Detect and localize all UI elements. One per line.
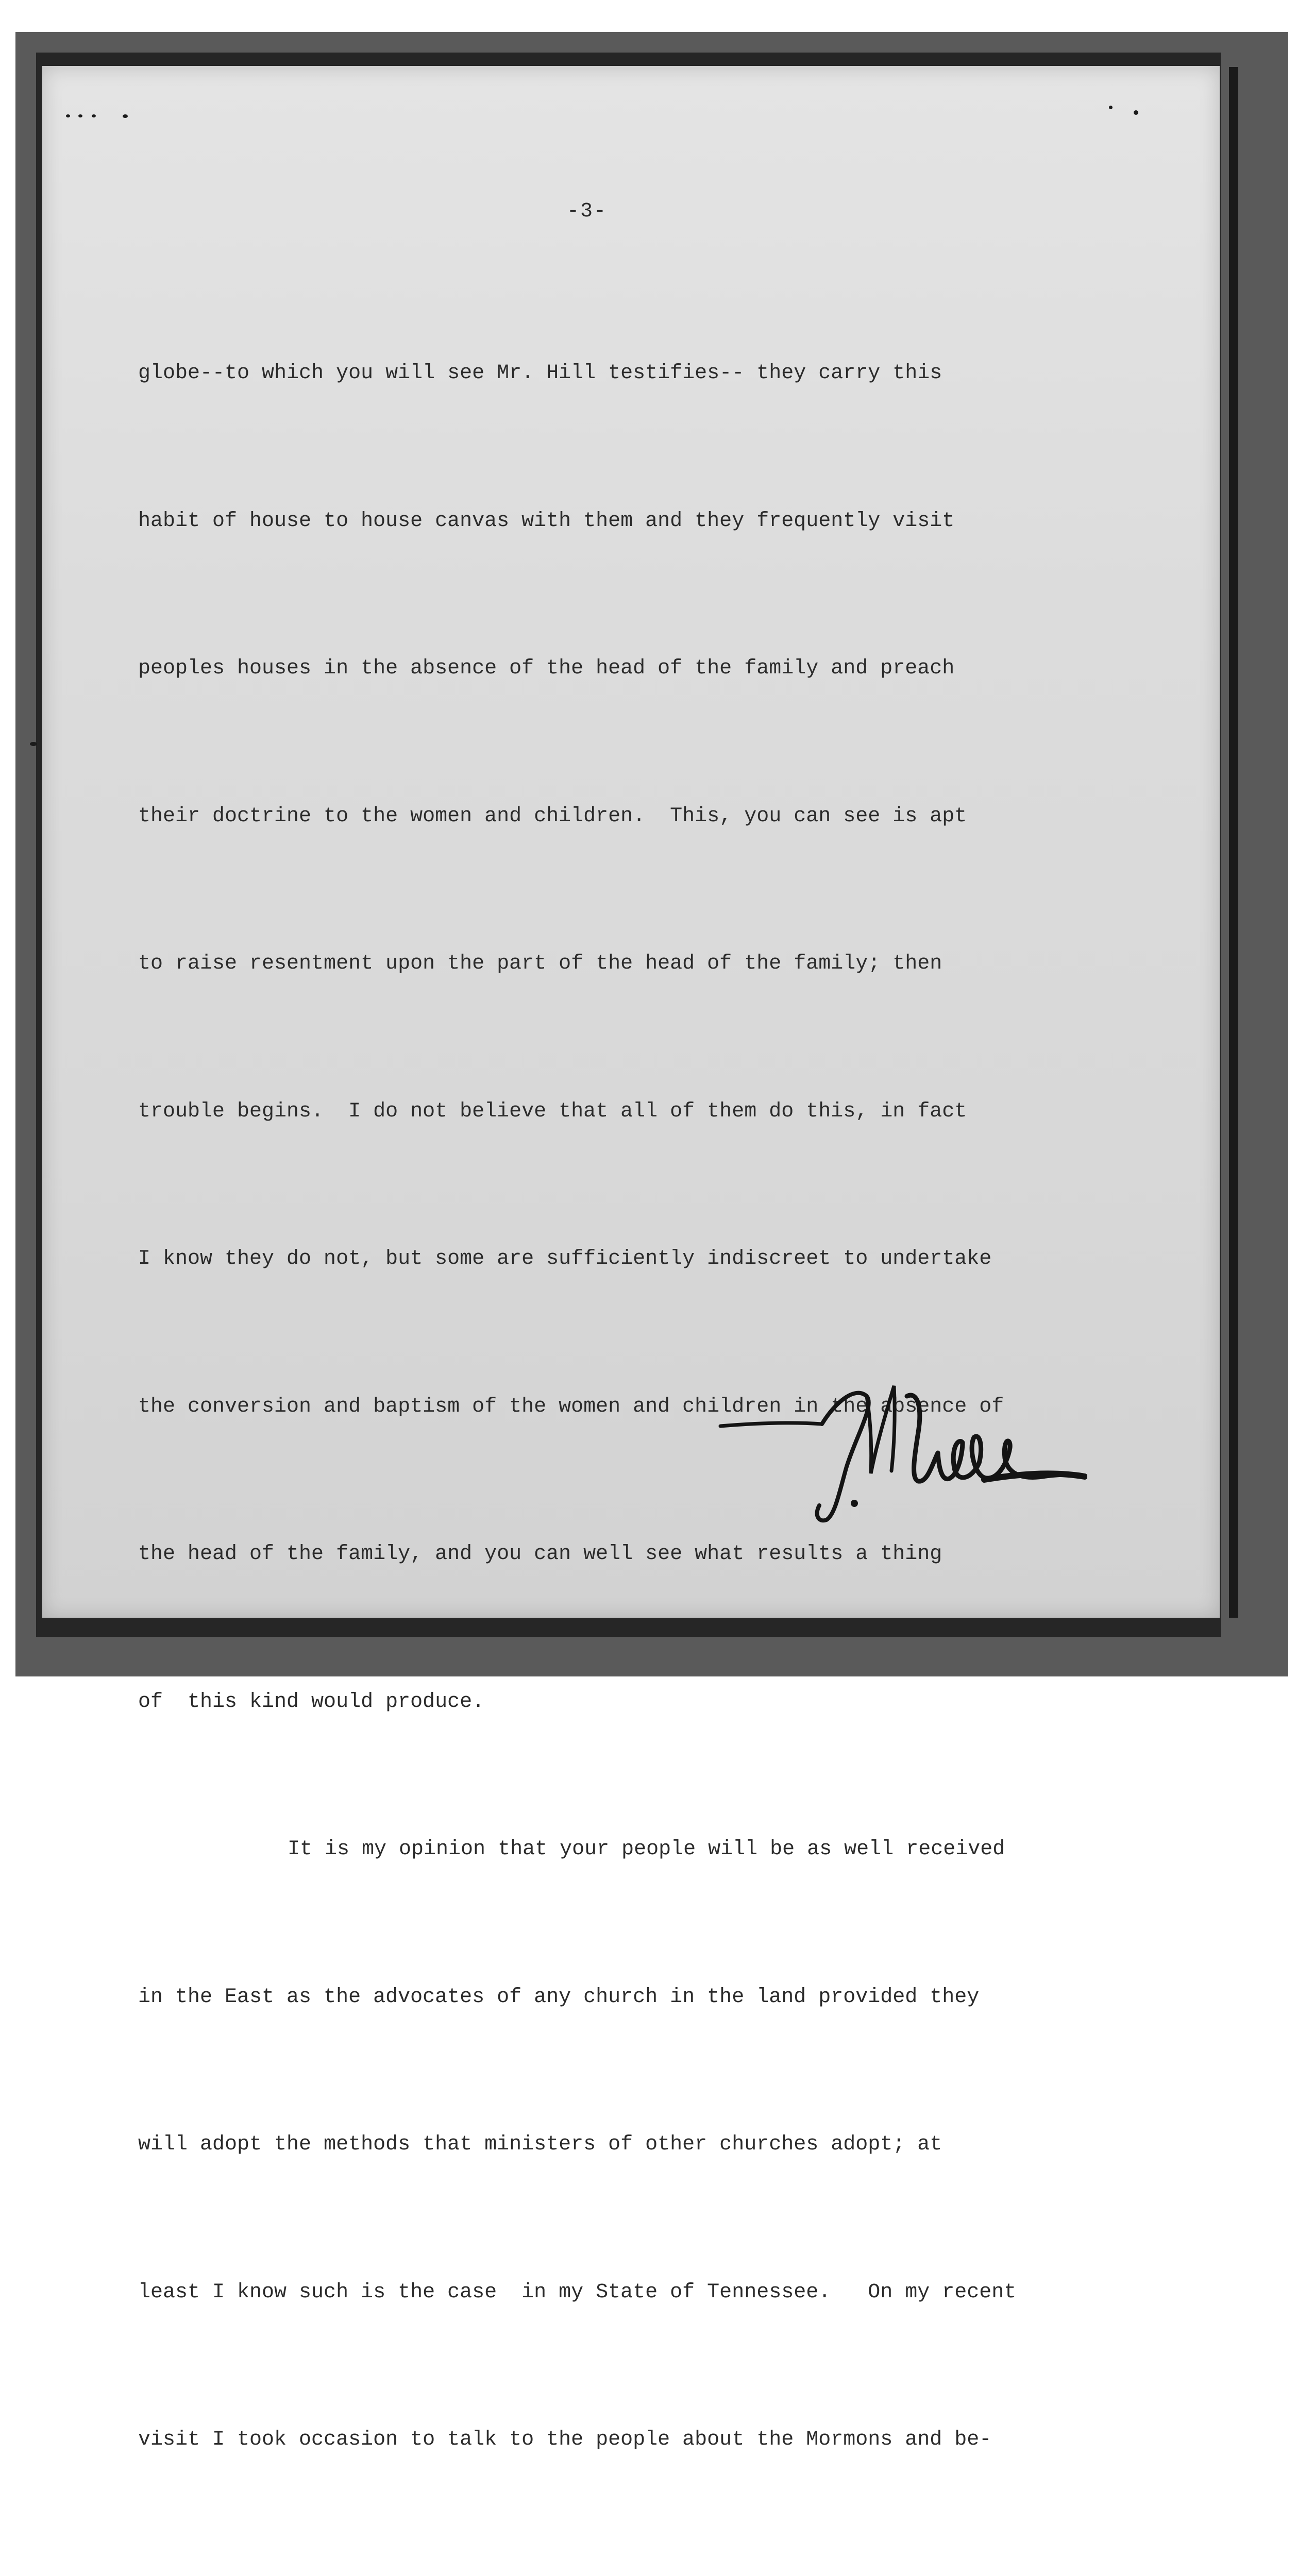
scan-speck: [78, 114, 82, 117]
scan-speck: [92, 114, 96, 117]
letter-line: peoples houses in the absence of the head of the family and preach: [138, 644, 1200, 693]
letter-line: I know they do not, but some are sufficiently indiscreet to undertake: [138, 1234, 1200, 1284]
page-number: -3-: [567, 200, 607, 223]
scan-speck: [66, 114, 70, 117]
letter-line: in the East as the advocates of any church in the land provided they: [138, 1973, 1200, 2022]
letter-line-paragraph-start: It is my opinion that your people will be as well received: [138, 1825, 1200, 1874]
scan-speck: [1134, 110, 1138, 115]
handwritten-signature: [716, 1365, 1087, 1540]
letter-line: visit I took occasion to talk to the people about the Mormons and be-: [138, 2415, 1200, 2465]
scan-speck: [123, 114, 128, 118]
letter-line: to raise resentment upon the part of the head of the family; then: [138, 939, 1200, 989]
letter-line: habit of house to house canvas with them and they frequently visit: [138, 497, 1200, 546]
scan-speck: [1109, 106, 1113, 109]
letter-line: their doctrine to the women and children. This, you can see is apt: [138, 792, 1200, 841]
page-edge-shadow: [1229, 67, 1238, 1618]
letter-line: least I know such is the case in my State of Tennessee. On my recent: [138, 2268, 1200, 2317]
letter-line: will adopt the methods that ministers of other churches adopt; at: [138, 2120, 1200, 2170]
letter-line: the conversion and baptism of the women and children in the absence of: [138, 1382, 1200, 1432]
letter-line: of this kind would produce.: [138, 1677, 1200, 1727]
scan-speck: [30, 742, 37, 746]
letter-line: trouble begins. I do not believe that all of them do this, in fact: [138, 1087, 1200, 1137]
letter-line: [138, 2563, 1200, 2576]
letter-line: the head of the family, and you can well see what results a thing: [138, 1530, 1200, 1579]
letter-line: globe--to which you will see Mr. Hill testifies-- they carry this: [138, 349, 1200, 398]
